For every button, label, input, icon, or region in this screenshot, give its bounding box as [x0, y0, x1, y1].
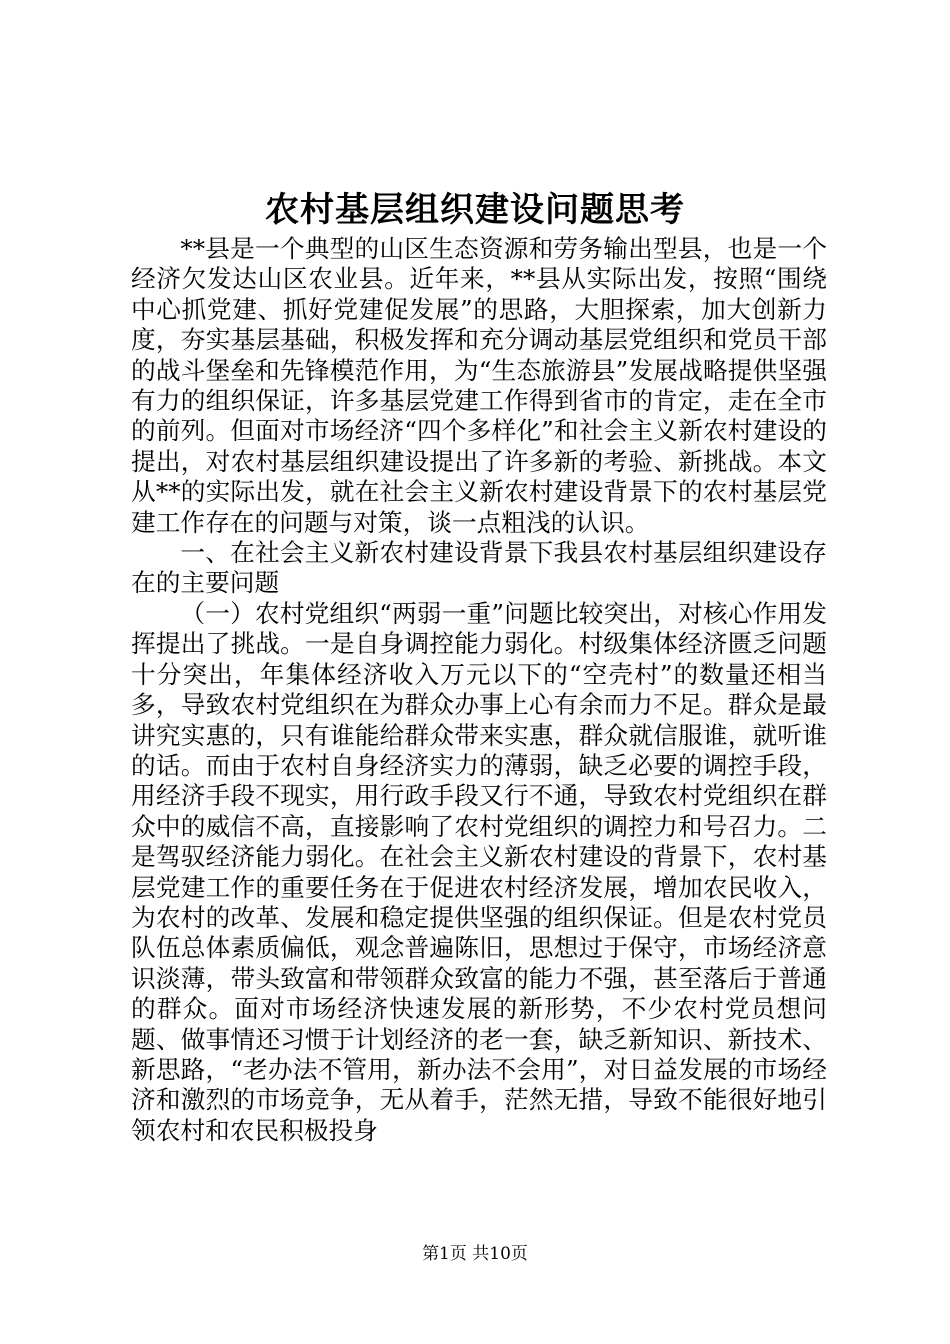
document-body — [131, 234, 827, 1146]
page-number-footer: 第1页 共10页 — [422, 1244, 528, 1264]
subsection-paragraph: （一）农村党组织“两弱一重”问题比较突出，对核心作用发挥提出了挑战。一是自身调控能力弱化。村级集体经济匮乏问题十分突出，年集体经济收入万元以下的“空壳村”的数量还相当多，导致农村党组织在为群众办事上心有余而力不足。群众是最讲究实惠的，只有谁能给群众带来实惠，群众就信服谁，就听谁的话。而由于农村自身经济实力的薄弱，缺乏必要的调控手段，用经济手段不现实，用行政手段又行不通，导致农村党组织在群众中的威信不高，直接影响了农村党组织的调控力和号召力。二是驾驭经济能力弱化。在社会主义新农村建设的背景下，农村基层党建工作的重要任务在于促进农村经济发展，增加农民收入，为农村的改革、发展和稳定提供坚强的组织保证。但是农村党员队伍总体素质偏低，观念普遍陈旧，思想过于保守，市场经济意识淡薄，带头致富和带领群众致富的能力不强，甚至落后于普通的群众。面对市场经济快速发展的新形势，不少农村党员想问题、做事情还习惯于计划经济的老一套，缺乏新知识、新技术、新思路，“老办法不管用，新办法不会用”，对日益发展的市场经济和激烈的市场竞争，无从着手，茫然无措，导致不能很好地引领农村和农民积极投身 — [131, 598, 827, 1145]
intro-paragraph: **县是一个典型的山区生态资源和劳务输出型县，也是一个经济欠发达山区农业县。近年来，**县从实际出发，按照“围绕中心抓党建、抓好党建促发展”的思路，大胆探索，加大创新力度，夯实基层基础，积极发挥和充分调动基层党组织和党员干部的战斗堡垒和先锋模范作用，为“生态旅游县”发展战略提供坚强有力的组织保证，许多基层党建工作得到省市的肯定，走在全市的前列。但面对市场经济“四个多样化”和社会主义新农村建设的提出，对农村基层组织建设提出了许多新的考验、新挑战。本文从**的实际出发，就在社会主义新农村建设背景下的农村基层党建工作存在的问题与对策，谈一点粗浅的认识。 — [131, 234, 827, 537]
document-title: 农村基层组织建设问题思考 — [265, 190, 685, 230]
section-heading: 一、在社会主义新农村建设背景下我县农村基层组织建设存在的主要问题 — [131, 538, 827, 598]
